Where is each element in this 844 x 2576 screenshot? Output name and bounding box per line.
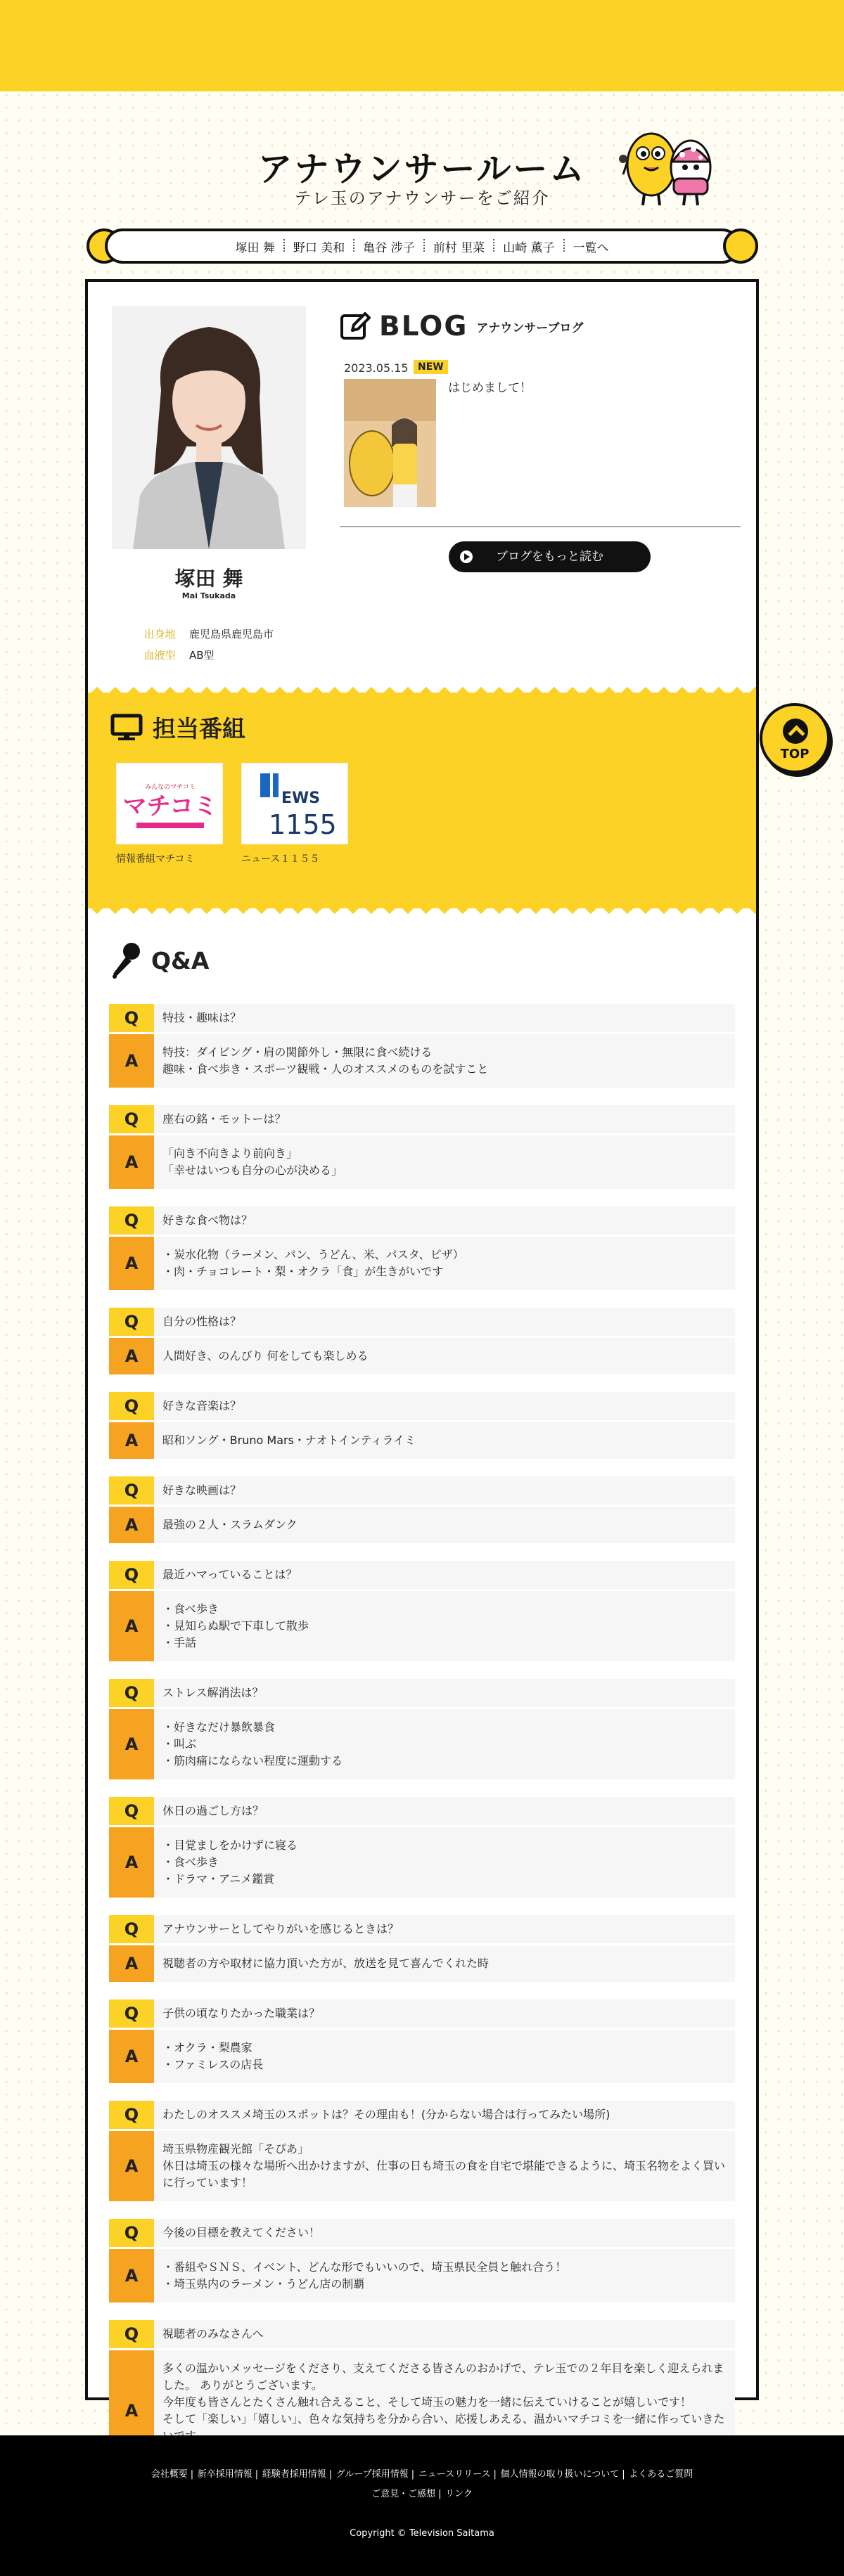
nav-item-tsukada[interactable]: 塚田 舞 <box>235 240 275 255</box>
qa-item <box>109 1004 735 1088</box>
question-text: ストレス解消法は？ <box>162 1686 264 1699</box>
announcer-card <box>85 279 759 2426</box>
question-text: アナウンサーとしてやりがいを感じるときは？ <box>162 1922 399 1936</box>
qa-list <box>109 1004 735 2471</box>
qa-item <box>109 1206 735 1290</box>
nav-right-cap <box>723 228 758 264</box>
question-row <box>109 1308 735 1336</box>
post-date: 2023.05.15 <box>344 361 409 375</box>
program-card-machikomi[interactable] <box>116 763 223 865</box>
q-mark: Q <box>109 1797 154 1825</box>
qa-item <box>109 1797 735 1898</box>
birthplace-value: 鹿児島県鹿児島市 <box>189 628 274 640</box>
back-to-top-label: TOP <box>780 747 810 761</box>
profile-info <box>130 624 274 666</box>
question-row <box>109 1105 735 1133</box>
qa-heading <box>109 939 735 981</box>
question-text: 特技・趣味は？ <box>162 1011 242 1024</box>
q-mark: Q <box>109 1476 154 1505</box>
mascot-illustration <box>618 121 716 210</box>
question-text: 休日の過ごし方は？ <box>162 1804 264 1817</box>
chevron-up-icon <box>783 719 808 744</box>
a-mark: A <box>109 1135 154 1189</box>
question-row <box>109 1915 735 1943</box>
profile-section <box>88 282 756 683</box>
svg-text:マチコミ: マチコミ <box>122 792 218 820</box>
announcer-name: 塚田 舞 <box>174 567 243 591</box>
question-text: 今後の目標を教えてください！ <box>162 2226 321 2239</box>
answer-text: 多くの温かいメッセージをくださり、支えてくださる皆さんのおかげで、テレ玉での２年目を楽しく迎えられました。 ありがとうございます。 今年度も皆さんとたくさん触れ合えること、そして埼玉の魅力を一緒に伝えていけることが嬉しいです！ そして「楽しい」「嬉しい」、色々な気持ちを分から合い、応援しあえる、温かいマチコミを一緒に作っていきた <box>162 2362 725 2426</box>
question-row <box>109 1206 735 1235</box>
q-mark: Q <box>109 1206 154 1235</box>
qa-item <box>109 1105 735 1189</box>
blog-title: BLOG <box>379 310 468 342</box>
site-footer <box>0 2435 844 2576</box>
new-badge: NEW <box>414 360 448 374</box>
announcer-nav <box>87 228 758 264</box>
q-mark: Q <box>109 1915 154 1943</box>
a-mark: A <box>109 2350 154 2471</box>
footer-link-privacy[interactable]: | 個人情報の取り扱いについて <box>495 2469 624 2480</box>
question-row <box>109 1679 735 1707</box>
question-text: 好きな音楽は？ <box>162 1399 242 1412</box>
question-row <box>109 2219 735 2247</box>
answer-row <box>109 1135 735 1189</box>
a-mark: A <box>109 1034 154 1088</box>
qa-item <box>109 1915 735 1982</box>
answer-text: 人間好き、のんびり 何をしても楽しめる <box>162 1349 369 1363</box>
microphone-icon <box>109 941 143 979</box>
blog-heading <box>340 309 584 344</box>
nav-item-list[interactable]: 一覧へ <box>564 238 618 255</box>
a-mark: A <box>109 1422 154 1459</box>
footer-link-company[interactable]: 会社概要 <box>151 2469 188 2480</box>
svg-text:1155: 1155 <box>269 809 337 840</box>
svg-text:EWS: EWS <box>281 790 321 807</box>
question-row <box>109 1561 735 1589</box>
nav-bar <box>105 228 740 264</box>
qa-item <box>109 1561 735 1661</box>
qa-item <box>109 2101 735 2201</box>
a-mark: A <box>109 2131 154 2201</box>
programs-section <box>88 683 756 918</box>
blog-divider <box>340 526 741 527</box>
footer-link-new-grad[interactable]: | 新卒採用情報 <box>193 2469 257 2480</box>
blood-label: 血液型 <box>143 649 176 662</box>
question-row <box>109 2101 735 2129</box>
answer-text: 最強の２人・スラムダンク <box>162 1518 298 1531</box>
news1155-logo <box>241 763 348 844</box>
back-to-top-button[interactable] <box>760 703 830 773</box>
program-caption-news1155: ニュース１１５５ <box>241 854 320 865</box>
answer-text: 埼玉県物産観光館「そぴあ」 休日は埼玉の様々な場所へ出かけますが、仕事の日も埼玉の食を自宅で堪能できるように、埼玉名物をよく買いに行っています！ <box>162 2142 726 2189</box>
answer-row <box>109 2030 735 2083</box>
birthplace-row <box>130 624 274 645</box>
question-row <box>109 1392 735 1420</box>
a-mark: A <box>109 1945 154 1982</box>
a-mark: A <box>109 1709 154 1779</box>
programs-title: 担当番組 <box>153 715 245 742</box>
answer-text: ・炭水化物（ラーメン、パン、うどん、米、パスタ、ピザ） ・肉・チョコレート・梨・オクラ「食」が生きがいです <box>162 1248 464 1278</box>
page-title: アナウンサールーム <box>257 149 587 189</box>
tv-monitor-icon <box>110 714 143 742</box>
q-mark: Q <box>109 1392 154 1420</box>
answer-row <box>109 2249 735 2303</box>
blog-subtitle: アナウンサーブログ <box>476 321 584 335</box>
qa-item <box>109 1308 735 1374</box>
answer-text: 視聴者の方や取材に協力頂いた方が、放送を見て喜んでくれた時 <box>162 1957 490 1970</box>
a-mark: A <box>109 1507 154 1543</box>
answer-row <box>109 1338 735 1374</box>
q-mark: Q <box>109 1105 154 1133</box>
answer-row <box>109 1591 735 1661</box>
footer-link-links[interactable]: | リンク <box>440 2489 478 2499</box>
q-mark: Q <box>109 1999 154 2028</box>
programs-heading <box>110 711 245 744</box>
zigzag-top <box>88 681 756 693</box>
question-text: 視聴者のみなさんへ <box>162 2327 264 2340</box>
qa-item <box>109 1476 735 1543</box>
qa-item <box>109 1392 735 1459</box>
question-row <box>109 1797 735 1825</box>
nav-item-yamazaki[interactable]: 山崎 薫子 <box>494 238 563 255</box>
question-text: 子供の頃なりたかった職業は？ <box>162 2007 321 2020</box>
program-caption-machikomi: 情報番組マチコミ <box>116 854 195 865</box>
answer-text: 昭和ソング・Bruno Mars・ナオトインティライミ <box>162 1434 416 1447</box>
answer-row <box>109 2131 735 2201</box>
q-mark: Q <box>109 2320 154 2348</box>
q-mark: Q <box>109 2219 154 2247</box>
question-text: わたしのオススメ埼玉のスポットは？その理由も！(分からない場合は行ってみたい場所) <box>162 2108 610 2121</box>
answer-text: ・番組やＳＮＳ、イベント、どんな形でもいいので、埼玉県民全員と触れ合う！ ・埼玉県内のラーメン・うどん店の制覇 <box>162 2260 567 2291</box>
question-row <box>109 1004 735 1032</box>
a-mark: A <box>109 1591 154 1661</box>
qa-item <box>109 2219 735 2303</box>
footer-links <box>84 2465 760 2504</box>
footer-link-group[interactable]: | グループ採用情報 <box>331 2469 414 2480</box>
question-text: 自分の性格は？ <box>162 1315 242 1328</box>
q-mark: Q <box>109 1004 154 1032</box>
a-mark: A <box>109 1237 154 1290</box>
a-mark: A <box>109 2030 154 2083</box>
question-row <box>109 1476 735 1505</box>
page-header <box>0 91 844 207</box>
answer-row <box>109 1827 735 1898</box>
footer-link-career[interactable]: | 経験者採用情報 <box>257 2469 331 2480</box>
answer-text: 「向き不向きより前向き」 「幸せはいつも自分の心が決める」 <box>162 1147 343 1177</box>
answer-row <box>109 1507 735 1543</box>
top-band <box>0 0 844 91</box>
read-more-blog-button[interactable]: ブログをもっと読む <box>449 541 651 572</box>
q-mark: Q <box>109 1679 154 1707</box>
answer-row <box>109 1422 735 1459</box>
a-mark: A <box>109 1338 154 1374</box>
qa-section <box>88 918 756 2471</box>
svg-text:みんなのマチコミ: みんなのマチコミ <box>145 784 196 791</box>
footer-link-feedback[interactable]: ご意見・ご感想 <box>371 2489 436 2499</box>
program-card-news1155[interactable] <box>241 763 348 865</box>
qa-title: Q&A <box>151 946 210 974</box>
question-text: 好きな食べ物は？ <box>162 1213 253 1227</box>
nav-item-maemura[interactable]: 前村 里菜 <box>424 238 494 255</box>
answer-row <box>109 1237 735 1290</box>
answer-text: ・食べ歩き ・見知らぬ駅で下車して散歩 ・手話 <box>162 1602 309 1649</box>
q-mark: Q <box>109 2101 154 2129</box>
page-subtitle: テレ玉のアナウンサーをご紹介 <box>294 188 550 208</box>
answer-row <box>109 1709 735 1779</box>
answer-text: ・オクラ・梨農家 ・ファミレスの店長 <box>162 2041 264 2071</box>
a-mark: A <box>109 2249 154 2303</box>
blog-post-title[interactable]: はじめまして！ <box>448 381 532 395</box>
answer-text: ・目覚ましをかけずに寝る ・食べ歩き ・ドラマ・アニメ鑑賞 <box>162 1838 298 1886</box>
blog-post-thumbnail[interactable] <box>344 379 436 507</box>
pencil-icon <box>340 311 371 342</box>
question-text: 座右の銘・モットーは？ <box>162 1112 286 1126</box>
announcer-romaji: Mai Tsukada <box>181 591 236 600</box>
answer-text: ・好きなだけ暴飲暴食 ・叫ぶ ・筋肉痛にならない程度に運動する <box>162 1720 343 1767</box>
question-row <box>109 2320 735 2348</box>
birthplace-label: 出身地 <box>143 628 176 640</box>
nav-item-noguchi[interactable]: 野口 美和 <box>284 238 354 255</box>
footer-link-news[interactable]: | ニュースリリース <box>414 2469 496 2480</box>
q-mark: Q <box>109 1561 154 1589</box>
a-mark: A <box>109 1827 154 1898</box>
machikomi-logo <box>116 763 223 844</box>
answer-row <box>109 1945 735 1982</box>
blood-row <box>130 645 274 666</box>
qa-item <box>109 1999 735 2083</box>
blood-value: AB型 <box>189 649 215 662</box>
question-row <box>109 1999 735 2028</box>
question-text: 最近ハマっていることは？ <box>162 1568 298 1581</box>
profile-photo <box>112 306 306 549</box>
qa-item <box>109 1679 735 1779</box>
footer-link-faq[interactable]: | よくあるご質問 <box>624 2469 698 2480</box>
copyright: Copyright © Television Saitama <box>350 2528 494 2539</box>
q-mark: Q <box>109 1308 154 1336</box>
answer-row <box>109 1034 735 1088</box>
nav-item-kametani[interactable]: 亀谷 涉子 <box>354 238 423 255</box>
question-text: 好きな映画は？ <box>162 1483 242 1497</box>
answer-text: 特技：ダイビング・肩の関節外し・無限に食べ続ける 趣味・食べ歩き・スポーツ観戦・人のオススメのものを試すこと <box>162 1045 489 1076</box>
